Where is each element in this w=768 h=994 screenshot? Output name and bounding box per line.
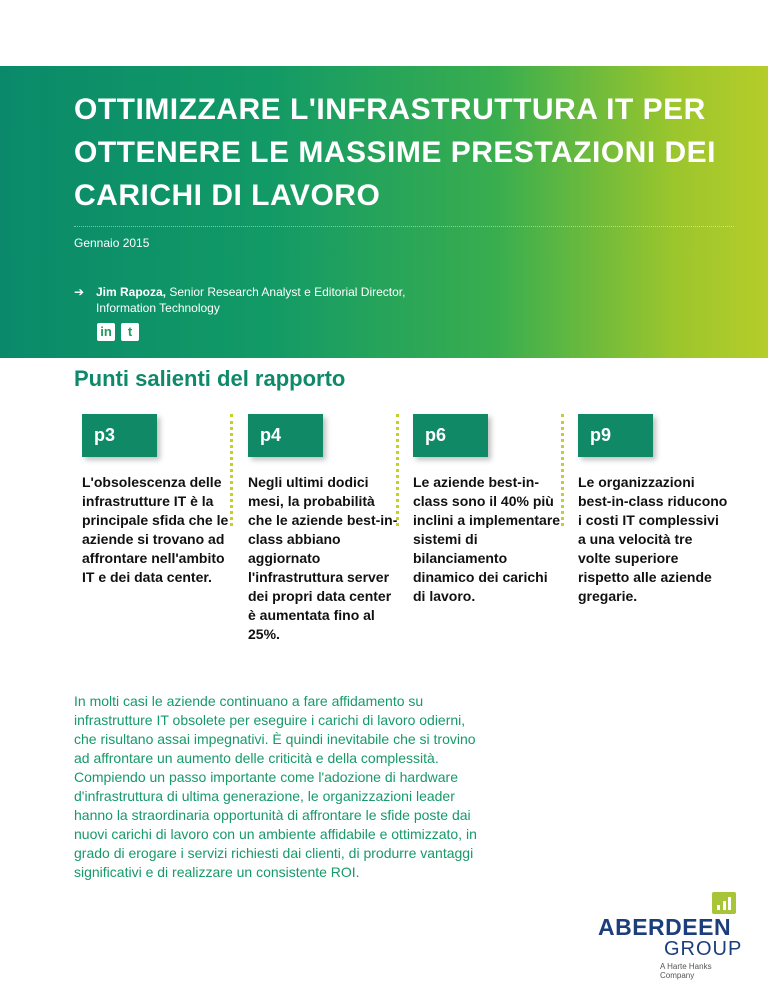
page-badge: p6 [413,414,488,457]
logo-group: GROUP [664,938,743,960]
arrow-right-icon: ➔ [74,285,85,299]
highlight-item [578,414,728,606]
highlight-item [248,414,398,644]
highlight-text: Negli ultimi dodici mesi, la probabilità che le aziende best-in-class abbiano aggiornato l'infrastruttura server dei propri data center è aumentata fino al 25%. [248,474,398,642]
highlight-item [413,414,563,606]
linkedin-icon[interactable]: in [97,323,115,341]
highlight-text: L'obsolescenza delle infrastrutture IT è la principale sfida che le aziende si trovano ad affrontare nell'ambito IT e dei data center. [82,474,229,585]
author-name: Jim Rapoza, [96,285,167,299]
column-divider [396,414,399,526]
bar-chart-icon [712,892,736,914]
social-links [97,323,139,341]
highlight-item [82,414,232,587]
page-badge: p4 [248,414,323,457]
logo-brand: ABERDEEN [598,914,732,940]
report-date: Gennaio 2015 [74,236,150,250]
logo-company: A Harte Hanks Company [660,962,712,980]
author-department: Information Technology [96,301,220,315]
aberdeen-logo [596,892,746,982]
page-badge: p3 [82,414,157,457]
highlights-title: Punti salienti del rapporto [74,366,346,391]
intro-paragraph: In molti casi le aziende continuano a fare affidamento su infrastrutture IT obsolete per eseguire i carichi di lavoro odierni, che risultano assai impegnativi. È quindi inevitabile che si trovino ad affrontare un aumento delle criticità e della complessità. Compiendo un passo importante come l'adozione di hardware d'infrastruttura di ultima generazione, le organizzazioni leader hanno la straordinaria opportunità di affrontare le sfide poste dai nuovi carichi di lavoro con un ambiente affidabile e ottimizzato, in grado di erogare i servizi richiesti dai clienti, di produrre vantaggi significativi e di realizzare un consistente ROI. [74,693,477,880]
column-divider [561,414,564,526]
author-role: Senior Research Analyst e Editorial Director, [166,285,406,299]
column-divider [230,414,233,526]
highlight-text: Le organizzazioni best-in-class riducono i costi IT complessivi a una velocità tre volte superiore rispetto alle aziende gregarie. [578,474,728,604]
twitter-icon[interactable]: t [121,323,139,341]
author-line [74,284,405,316]
title-divider [74,226,734,227]
report-title: OTTIMIZZARE L'INFRASTRUTTURA IT PER OTTENERE LE MASSIME PRESTAZIONI DEI CARICHI DI LAVORO [74,93,716,212]
page-badge: p9 [578,414,653,457]
highlight-text: Le aziende best-in-class sono il 40% più inclini a implementare sistemi di bilanciamento dinamico dei carichi di lavoro. [413,474,561,604]
author-info [96,284,405,316]
